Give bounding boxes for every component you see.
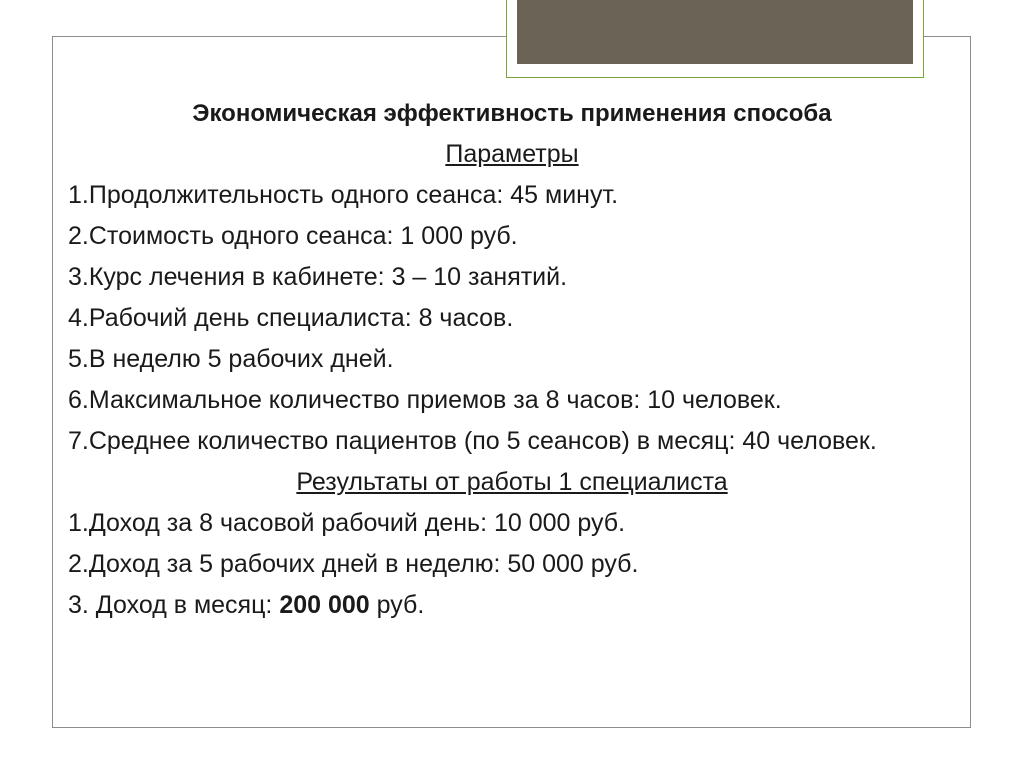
result-item-monthly <box>68 585 956 626</box>
parameter-item: 3.Курс лечения в кабинете: 3 – 10 занятий. <box>68 263 568 291</box>
parameter-item: 6.Максимальное количество приемов за 8 часов: 10 человек. <box>68 386 782 414</box>
slide-content <box>68 94 956 626</box>
parameter-item: 5.В неделю 5 рабочих дней. <box>68 345 394 373</box>
parameter-item: 2.Стоимость одного сеанса: 1 000 руб. <box>68 222 518 250</box>
result-label: 3. Доход в месяц: <box>68 591 280 619</box>
parameter-item: 7.Среднее количество пациентов (по 5 сеансов) в месяц: 40 человек. <box>68 427 877 455</box>
section-heading-parameters: Параметры <box>445 140 579 168</box>
currency-label: руб. <box>369 591 425 619</box>
section-heading-results: Результаты от работы 1 специалиста <box>296 468 728 496</box>
decorative-tab <box>517 0 913 64</box>
parameter-item: 1.Продолжительность одного сеанса: 45 минут. <box>68 181 619 209</box>
monthly-income-amount: 200 000 <box>279 591 370 619</box>
result-item: 2.Доход за 5 рабочих дней в неделю: 50 000 руб. <box>68 550 639 578</box>
result-item: 1.Доход за 8 часовой рабочий день: 10 000 руб. <box>68 509 626 537</box>
slide-title: Экономическая эффективность применения способа <box>192 100 832 127</box>
parameter-item: 4.Рабочий день специалиста: 8 часов. <box>68 304 514 332</box>
